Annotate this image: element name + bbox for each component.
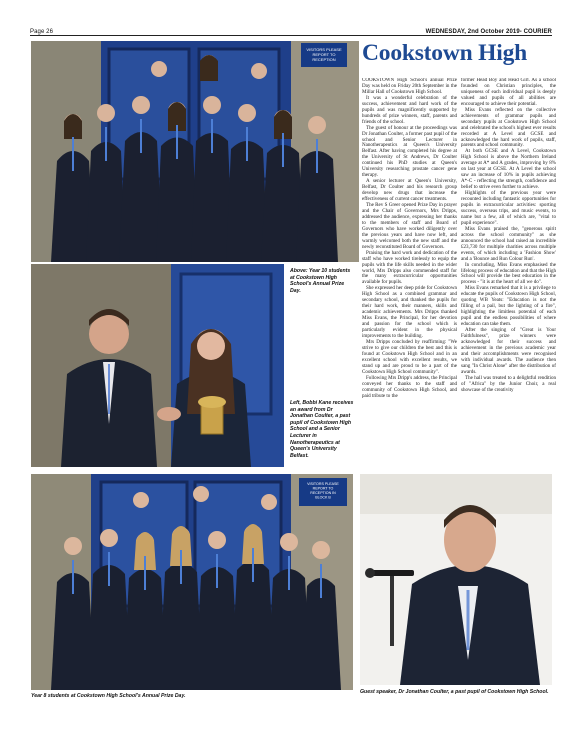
caption-year8: Year 8 students at Cookstown High School's Annual Prize Day. [31, 693, 186, 699]
article-paragraph: Miss Evans remarked that it is a privilege to educate the pupils of Cookstown High School, quoting WB Yeats: "Education is not the filling of a pail, but the lighting of a fire", highlighting the limitless potential of each pupil and the endless possibilities of where education can take them. [461, 285, 556, 328]
page-header [30, 24, 552, 36]
article-paragraph: Mrs Dripps concluded by reaffirming: "We strive to give our children the best and this is found at Cookstown High School and in an excellent school with excellent results, we stand up and are proud to be a part of the Cookstown High School community". [362, 338, 457, 375]
photo-year10-illustration [31, 41, 359, 262]
article-paragraph: Miss Evans reflected on the collective achievements of grammar pupils and secondary pupils at Cookstown High School and celebrated the school's highest ever results recorded at A Level and GCSE and acknowledged the hard work of pupils, staff, parents and school community. [461, 106, 556, 149]
article-paragraph: It was a wonderful celebration of the success, achievement and hard work of the pupils and was magnificently supported by hundreds of prize winners, staff, parents and friends of the school. [362, 94, 457, 125]
page-number: Page 26 [30, 29, 54, 35]
article-paragraph: In concluding, Miss Evans emphasised the lifelong process of education and that the High School will provide the best education in the process - "it is at the heart of all we do". [461, 261, 556, 286]
article-paragraph: The guest of honour at the proceedings was Dr Jonathan Coulter, a former past pupil of the school and Senior Lecturer in Nanotherapeutics at Queen's University Belfast. After having completed his degree at the University of St Andrews, Dr Coulter continued his PhD studies at Queen's University researching prostate cancer gene therapy. [362, 124, 457, 179]
caption-award: Left, Bobbi Kane receives an award from Dr Jonathan Coulter, a past pupil of Cookstown High School and a Senior Lecturer in Nanotherapeutics at Queen's University Belfast. [290, 400, 354, 459]
photo-year10-students [31, 41, 359, 262]
photo-speaker-illustration [360, 474, 552, 685]
article-paragraph: Miss Evans praised the, "generous spirit across the school community" as she announced the school had raised an incredible £23,730 for multiple charities across multiple events, of which including a 'Fashion Show' and a 'Bounce and Run Colour Run'. [461, 225, 556, 262]
article-paragraph: Following Mrs Dripp's address, the Principal conveyed her thanks to the staff and community of Cookstown High School, and paid tribute to the [362, 374, 457, 399]
article-paragraph: At both GCSE and A Level, Cookstown High School is above the Northern Ireland average at A* and A grades, improving by 8% on last year at GCSE. At A Level the school saw an increase of 10% in pupils achieving A*-C - reflecting the strength, confidence and belief to strive even further to achieve. [461, 148, 556, 191]
article-paragraph: She expressed her deep pride for Cookstown High School as a combined grammar and secondary school, and thanked the pupils for their hard work, their manners, skills and academic achievements. Mrs Dripps thanked Miss Evans, the Principal, for her devotion and passion for the school which is particularly evident in the physical improvements to the building. [362, 285, 457, 339]
article-column-2 [461, 78, 556, 468]
article-column-1 [362, 78, 457, 468]
article-paragraph: Highlights of the previous year were recounted including fantastic opportunities for pupils in extracurricular activities: sporting success, overseas trips, and music events, to name but a few, all of which are, "vital to pupil experience". [461, 190, 556, 226]
article-paragraph: COOKSTOWN High School's annual Prize Day was held on Friday 20th September in the Millar Hall of Cookstown High School. [362, 78, 457, 95]
article-paragraph: A senior lecturer at Queen's University, Belfast, Dr Coulter and his research group develop new drugs that increase the effectiveness of current cancer treatments. [362, 178, 457, 203]
photo-year8-illustration [31, 474, 353, 690]
caption-year10: Above: Year 10 students at Cookstown High School's Annual Prize Day. [290, 268, 351, 294]
photo-award-presentation [31, 264, 284, 467]
article-paragraph: The hall was treated to a delightful rendition of "Africa" by the Junior Choir, a real showcase of the creativity [461, 374, 556, 393]
article-headline: Cookstown High [362, 40, 528, 66]
photo-year8-students [31, 474, 353, 690]
photo-guest-speaker [360, 474, 552, 685]
issue-date-line: WEDNESDAY, 2nd October 2019- COURIER [425, 29, 552, 35]
article-paragraph: former Head Boy and Head Girl. As a school founded on Christian principles, the uniqueness of each individual pupil is deeply valued and pupils of all abilities are encouraged to achieve their potential. [461, 78, 556, 107]
article-paragraph: After the singing of "Great is Your Faithfulness", prize winners were acknowledged for their success and achievement in the previous academic year and their accomplishments were recognised with individual awards. The audience then sang "In Christ Alone" after the distribution of awards. [461, 327, 556, 375]
article-paragraph: The Rev S Greer opened Prize Day in prayer and the Chair of Governors, Mrs Dripps, addressed the audience, expressing her thanks to the members of staff and Board of Governors who have worked diligently over the previous years and have now left, and warmly welcomed both the new staff and the newly reconstituted Board of Governors. [362, 202, 457, 250]
caption-guest-speaker: Guest speaker, Dr Jonathan Coulter, a past pupil of Cookstown High School. [360, 689, 549, 695]
photo-award-illustration [31, 264, 284, 467]
reception-sign-text: VISITORS PLEASE REPORT TO RECEPTION [306, 47, 342, 62]
reception-sign-b-text: VISITORS PLEASE REPORT TO RECEPTION IN BLOCK B [307, 482, 339, 500]
article-paragraph: Praising the hard work and dedication of the staff who have worked tirelessly to equip the pupils with the life skills needed in the wider world, Mrs Dripps also commended staff for the many extracurricular opportunities available for pupils. [362, 249, 457, 286]
